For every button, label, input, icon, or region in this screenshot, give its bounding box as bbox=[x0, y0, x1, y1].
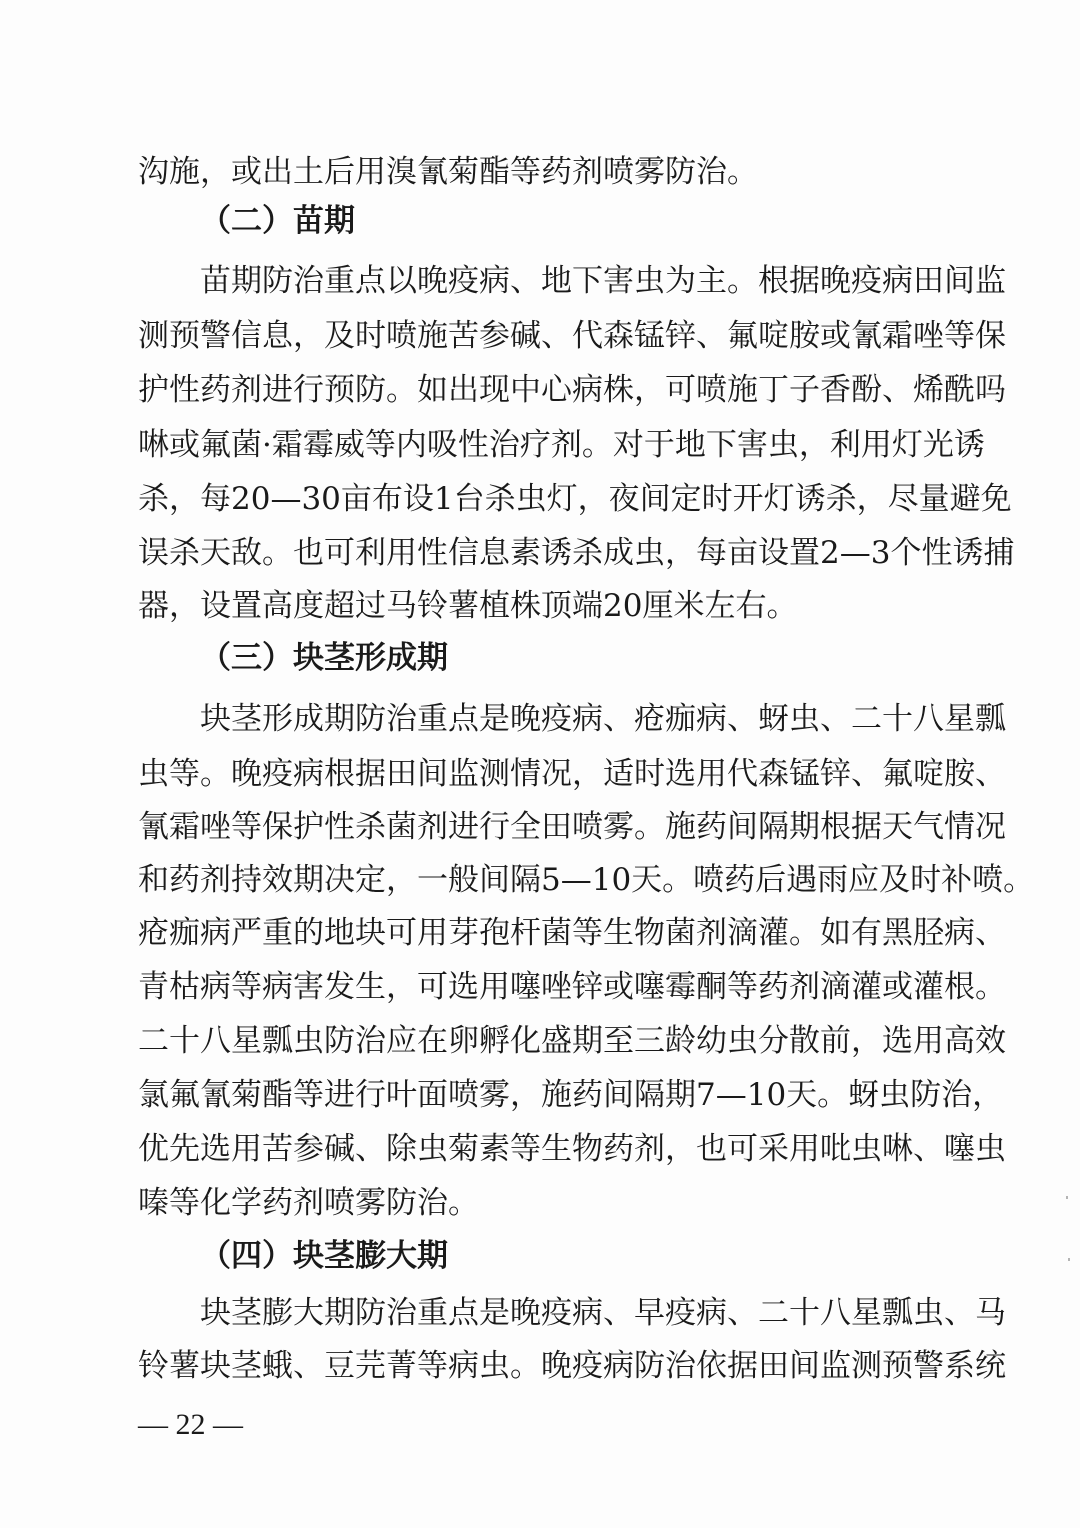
body-line-20: 嗪等化学药剂喷雾防治。 bbox=[138, 1185, 479, 1221]
body-line-1: 沟施，或出土后用溴氰菊酯等药剂喷雾防治。 bbox=[138, 154, 758, 190]
body-line-12: 虫等。晚疫病根据田间监测情况，适时选用代森锰锌、氟啶胺、 bbox=[138, 756, 1006, 792]
body-line-11: 块茎形成期防治重点是晚疫病、疮痂病、蚜虫、二十八星瓢 bbox=[200, 701, 1006, 737]
body-line-19: 优先选用苦参碱、除虫菊素等生物药剂，也可采用吡虫啉、噻虫 bbox=[138, 1131, 1006, 1167]
body-line-15: 疮痂病严重的地块可用芽孢杆菌等生物菌剂滴灌。如有黑胫病、 bbox=[138, 915, 1006, 951]
body-line-3: 苗期防治重点以晚疫病、地下害虫为主。根据晚疫病田间监 bbox=[200, 263, 1006, 299]
body-line-4: 测预警信息，及时喷施苦参碱、代森锰锌、氟啶胺或氰霜唑等保 bbox=[138, 318, 1006, 354]
body-line-5: 护性药剂进行预防。如出现中心病株，可喷施丁子香酚、烯酰吗 bbox=[138, 372, 1006, 408]
page-number: — 22 — bbox=[138, 1408, 243, 1441]
body-line-17: 二十八星瓢虫防治应在卵孵化盛期至三龄幼虫分散前，选用高效 bbox=[138, 1023, 1006, 1059]
body-line-22: 块茎膨大期防治重点是晚疫病、早疫病、二十八星瓢虫、马 bbox=[200, 1295, 1006, 1331]
body-line-7: 杀，每20—30亩布设1台杀虫灯，夜间定时开灯诱杀，尽量避免 bbox=[138, 481, 1012, 517]
body-line-6: 啉或氟菌·霜霉威等内吸性治疗剂。对于地下害虫，利用灯光诱 bbox=[138, 427, 985, 463]
body-line-18: 氯氟氰菊酯等进行叶面喷雾，施药间隔期7—10天。蚜虫防治， bbox=[138, 1077, 1004, 1113]
body-line-14: 和药剂持效期决定，一般间隔5—10天。喷药后遇雨应及时补喷。 bbox=[138, 862, 1035, 898]
section-heading-tuber-formation: （三）块茎形成期 bbox=[200, 640, 448, 676]
body-line-13: 氰霜唑等保护性杀菌剂进行全田喷雾。施药间隔期根据天气情况 bbox=[138, 809, 1006, 845]
scan-speck bbox=[1066, 1196, 1068, 1199]
section-heading-tuber-bulking: （四）块茎膨大期 bbox=[200, 1238, 448, 1274]
body-line-23: 铃薯块茎蛾、豆芫菁等病虫。晚疫病防治依据田间监测预警系统 bbox=[138, 1348, 1006, 1384]
body-line-9: 器，设置高度超过马铃薯植株顶端20厘米左右。 bbox=[138, 588, 798, 624]
body-line-16: 青枯病等病害发生，可选用噻唑锌或噻霉酮等药剂滴灌或灌根。 bbox=[138, 969, 1006, 1005]
scan-speck bbox=[1068, 1258, 1070, 1261]
body-line-8: 误杀天敌。也可利用性信息素诱杀成虫，每亩设置2—3个性诱捕 bbox=[138, 535, 1015, 571]
section-heading-seedling: （二）苗期 bbox=[200, 203, 355, 239]
